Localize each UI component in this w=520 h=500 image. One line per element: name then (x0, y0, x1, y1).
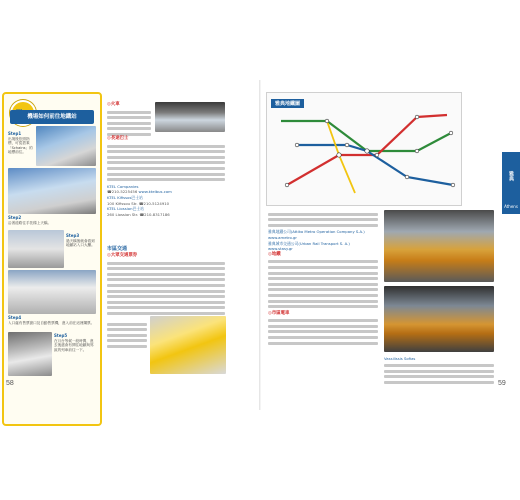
station-photo (155, 102, 225, 132)
ametro-company: 雅典地鐵公司(Attiko Metro Operation Company S.A.) (268, 229, 365, 235)
liossion-tel: ☎210-8317186 (139, 211, 170, 217)
metro-heading: ◎地鐵 (268, 251, 281, 257)
train-heading: ◎火車 (107, 102, 120, 107)
tram-heading: ◎市區電車 (268, 310, 290, 316)
book-gutter (259, 80, 261, 410)
city-side-tab: 雅典 (502, 152, 520, 200)
step3-text: Step3 過天橋後就會看到地鐵站入口大廳。 (66, 233, 95, 248)
left-page (0, 80, 258, 410)
stasy-web-link[interactable]: www.stasy.gr (268, 246, 293, 252)
stasy-company: 雅典城市交通公司(Urban Rail Transport S. A.) (268, 240, 350, 246)
bus-heading: ◎長途巴士 (107, 136, 129, 141)
ktel-tel: ☎210-5225456 (107, 189, 138, 195)
page-number-left: 58 (6, 380, 14, 387)
bus-section (107, 136, 225, 217)
liossion-address: 260 Liossion Str. (107, 211, 139, 217)
kifissos-address: 100 Kifissou Str. (107, 200, 138, 206)
ktel-companies: KTEL Companies (107, 183, 139, 189)
step3-photo (8, 230, 64, 268)
howto-box (2, 92, 102, 426)
tram-info-column (384, 356, 494, 387)
kifissos-tel: ☎210-5124910 (138, 200, 170, 206)
metro-info-column (268, 210, 378, 347)
page-number-right: 59 (498, 380, 506, 387)
metro-train-photo (384, 210, 494, 282)
right-page (262, 80, 520, 410)
step2-photo (8, 168, 96, 214)
step4-text: Step4 入口處有售票窗口及自動售票機，進入前在這裡購票。 (8, 315, 95, 325)
ticket-heading: ◎大眾交通票券 (107, 253, 138, 258)
city-side-tab-sub: Athens (502, 200, 520, 214)
ticket-text (107, 320, 147, 351)
metro-map (266, 92, 462, 206)
metro-map-title: 雅典地鐵圖 (271, 99, 304, 108)
ktel-web-link[interactable]: www.ktelbus.com (138, 189, 172, 195)
step5-text: Step5 在月台等候一段時間，進去後還會有開往地鐵與郊區的列車前往一下。 (54, 333, 94, 352)
city-transport-heading: 市區交通 (107, 246, 128, 252)
tram-photo (384, 286, 494, 352)
step4-photo (8, 270, 96, 314)
kifissos-station: KTEL Kifissos巴士站 (107, 194, 143, 200)
step1-text: Step1 出境後依照指標，可從搭乘「Schains」的地標前往。 (8, 131, 33, 155)
step1-photo (36, 126, 96, 166)
ametro-web-link[interactable]: www.ametro.gr (268, 234, 297, 240)
ticket-validator-photo (150, 316, 226, 374)
city-transport-section (107, 246, 225, 318)
metro-lines-diagram (267, 93, 461, 205)
vassilissis-sofias: Vassilissis Sofias (384, 356, 416, 361)
howto-title: 機場如何前往地鐵站 (10, 110, 94, 124)
info-column (107, 102, 151, 139)
step5-photo (8, 332, 52, 376)
liossion-station: KTEL Liossion巴士站 (107, 206, 144, 212)
step2-text: Step2 沿著道路往手扶梯上天橋。 (8, 215, 52, 225)
